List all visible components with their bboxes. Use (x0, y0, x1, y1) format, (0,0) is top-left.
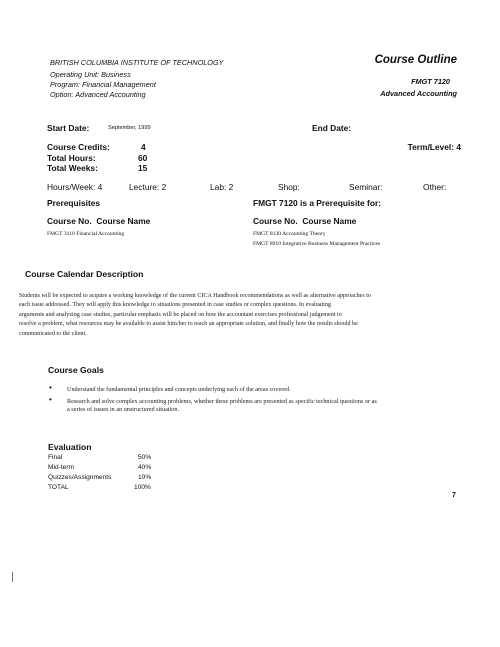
shop-hours: Shop: (278, 182, 300, 192)
calendar-line: communicated to the client. (19, 330, 87, 337)
calendar-description (19, 292, 474, 339)
prereq-for-column-header: Course No. Course Name (253, 216, 357, 226)
document-title: Course Outline (374, 54, 457, 66)
eval-value: 50% (138, 454, 152, 461)
eval-value: 40% (138, 464, 152, 471)
bullet-icon: • (49, 395, 52, 404)
operating-unit: Operating Unit: Business (50, 70, 131, 79)
course-credits-label: Course Credits: (47, 142, 110, 152)
course-code: FMGT 7120 (411, 77, 450, 86)
course-title: Advanced Accounting (380, 89, 457, 98)
term-level: Term/Level: 4 (407, 142, 461, 152)
course-credits-value: 4 (141, 142, 146, 152)
eval-label: Quizzes/Assignments (48, 474, 112, 481)
eval-value: 10% (138, 474, 152, 481)
end-date-label: End Date: (312, 123, 352, 133)
calendar-line: resolve a problem, what resources may be available to assist him/her to reach an appropriate solution, and finally how the results should be (19, 321, 358, 328)
prerequisite-for-heading: FMGT 7120 is a Prerequisite for: (253, 198, 381, 208)
goal-item (67, 398, 467, 415)
total-weeks-label: Total Weeks: (47, 163, 98, 173)
other-hours: Other: (423, 182, 447, 192)
prerequisites-heading: Prerequisites (47, 198, 101, 208)
prereq-for-item: FMGT 8130 Accounting Theory (253, 231, 326, 237)
goal-line: Understand the fundamental principles and concepts underlying each of the areas covered. (67, 386, 291, 393)
lab-hours: Lab: 2 (210, 182, 234, 192)
program: Program: Financial Management (50, 80, 156, 89)
evaluation-heading: Evaluation (48, 442, 92, 452)
calendar-line: arguments and analyzing case studies, particular emphasis will be placed on how the accountant exercises professional judgement to (19, 311, 342, 318)
goal-line: Research and solve complex accounting problems, whether these problems are presented as specific technical questions or as (67, 398, 377, 405)
seminar-hours: Seminar: (349, 182, 383, 192)
option: Option: Advanced Accounting (50, 90, 146, 99)
goal-item (67, 386, 467, 394)
total-hours-value: 60 (138, 153, 148, 163)
prereq-column-header: Course No. Course Name (47, 216, 151, 226)
start-date-value: September, 1999 (108, 125, 151, 131)
page-number: 7 (452, 492, 456, 499)
bullet-icon: • (49, 383, 52, 392)
total-hours-label: Total Hours: (47, 153, 96, 163)
start-date-label: Start Date: (47, 123, 90, 133)
hours-per-week: Hours/Week: 4 (47, 182, 103, 192)
prereq-for-item: FMGT 8910 Integrative Business Management Practices (253, 241, 381, 247)
lecture-hours: Lecture: 2 (129, 182, 167, 192)
calendar-heading: Course Calendar Description (25, 269, 144, 279)
calendar-line: each issue addressed. They will apply this knowledge to situations presented in case studies or complex questions. In evaluating (19, 302, 331, 309)
eval-label: Mid-term (48, 464, 75, 471)
institute-name: BRITISH COLUMBIA INSTITUTE OF TECHNOLOGY (50, 58, 224, 67)
goal-line: a series of issues in an unstructured situation. (67, 406, 180, 414)
eval-value: 100% (134, 484, 151, 491)
eval-label: TOTAL (48, 484, 69, 491)
goals-heading: Course Goals (48, 365, 104, 375)
total-weeks-value: 15 (138, 163, 148, 173)
prereq-item: FMGT 3110 Financial Accounting (47, 231, 125, 237)
scan-mark (12, 572, 13, 582)
eval-label: Final (48, 454, 63, 461)
calendar-line: Students will be expected to acquire a working knowledge of the current CICA Handbook recommendations as well as alternative approaches to (19, 293, 371, 299)
